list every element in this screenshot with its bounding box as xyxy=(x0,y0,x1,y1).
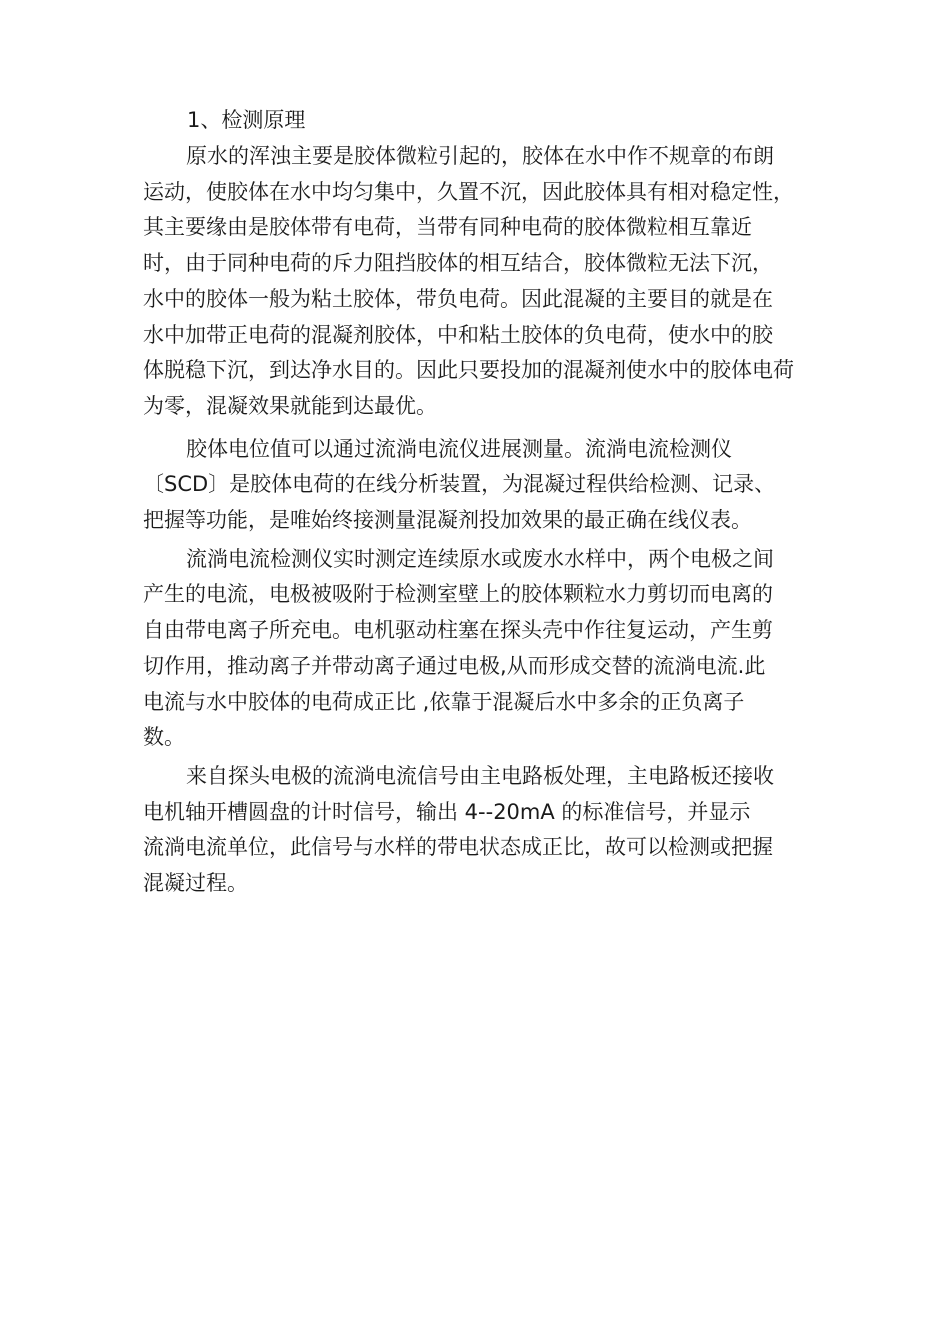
paragraph-line: 水中的胶体一般为粘土胶体，带负电荷。因此混凝的主要目的就是在 xyxy=(143,286,773,311)
paragraph-line: 流淌电流单位，此信号与水样的带电状态成正比，故可以检测或把握 xyxy=(143,835,773,860)
paragraph-line: 电流与水中胶体的电荷成正比 ,依靠于混凝后水中多余的正负离子 xyxy=(143,689,745,714)
paragraph-line: 运动，使胶体在水中均匀集中，久置不沉，因此胶体具有相对稳定性， xyxy=(143,179,794,204)
document-body xyxy=(143,104,823,902)
paragraph-line: 〔SCD〕是胶体电荷的在线分析装置，为混凝过程供给检测、记录、 xyxy=(143,472,776,497)
paragraph-line: 流淌电流检测仪实时测定连续原水或废水水样中，两个电极之间 xyxy=(186,546,774,571)
section-heading: 1、检测原理 xyxy=(187,108,306,132)
paragraph-line: 为零，混凝效果就能到达最优。 xyxy=(143,393,437,418)
paragraph-line: 混凝过程。 xyxy=(143,871,248,896)
paragraph-spacer xyxy=(143,425,823,432)
paragraph-line: 原水的浑浊主要是胶体微粒引起的，胶体在水中作不规章的布朗 xyxy=(186,144,774,168)
paragraph-line: 来自探头电极的流淌电流信号由主电路板处理，主电路板还接收 xyxy=(186,763,774,788)
paragraph-line: 电机轴开槽圆盘的计时信号，输出 4--20mA 的标准信号，并显示 xyxy=(143,799,751,824)
paragraph-line: 产生的电流，电极被吸附于检测室壁上的胶体颗粒水力剪切而电离的 xyxy=(143,582,773,607)
paragraph-colloid-stability xyxy=(143,139,823,425)
paragraph-line: 自由带电离子所充电。电机驱动柱塞在探头壳中作往复运动，产生剪 xyxy=(143,618,773,643)
paragraph-line: 数。 xyxy=(143,725,185,750)
paragraph-line: 切作用，推动离子并带动离子通过电极,从而形成交替的流淌电流.此 xyxy=(143,653,766,678)
paragraph-line: 把握等功能，是唯始终接测量混凝剂投加效果的最正确在线仪表。 xyxy=(143,508,752,533)
paragraph-scd-principle xyxy=(143,542,823,756)
paragraph-line: 体脱稳下沉，到达净水目的。因此只要投加的混凝剂使水中的胶体电荷 xyxy=(143,358,794,383)
paragraph-signal-processing xyxy=(143,759,823,902)
paragraph-scd-intro xyxy=(143,432,823,539)
paragraph-line: 胶体电位值可以通过流淌电流仪进展测量。流淌电流检测仪 xyxy=(186,436,732,461)
paragraph-line: 水中加带正电荷的混凝剂胶体，中和粘土胶体的负电荷，使水中的胶 xyxy=(143,322,773,347)
paragraph-line: 其主要缘由是胶体带有电荷，当带有同种电荷的胶体微粒相互靠近 xyxy=(143,215,752,240)
paragraph-line: 时，由于同种电荷的斥力阻挡胶体的相互结合，胶体微粒无法下沉， xyxy=(143,251,773,276)
